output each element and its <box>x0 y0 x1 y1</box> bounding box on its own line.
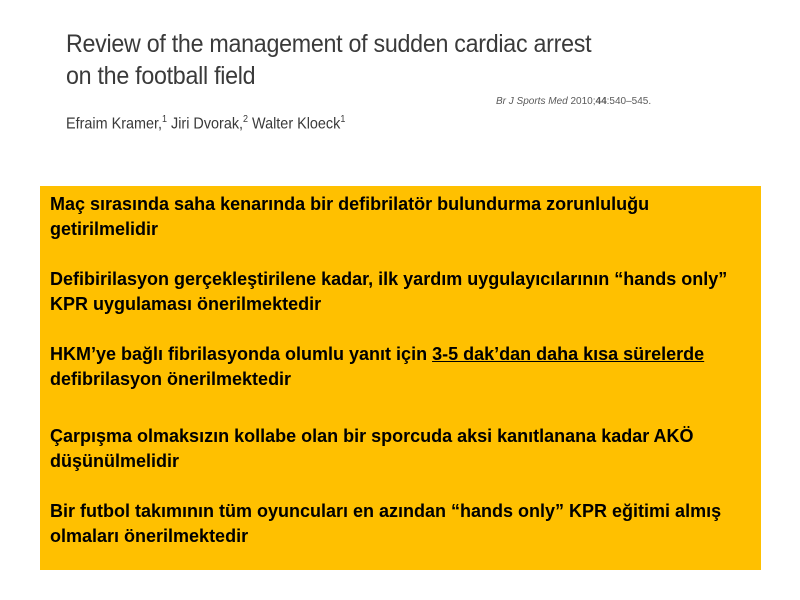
author-affiliation: 1 <box>340 114 346 125</box>
citation-pages: :540–545. <box>606 96 652 107</box>
recommendation-suspect-sca: Çarpışma olmaksızın kollabe olan bir sporcuda aksi kanıtlanana kadar AKÖ düşünülmelidir <box>50 426 694 471</box>
citation-year: 2010; <box>567 96 596 107</box>
author-name: Efraim Kramer, <box>66 115 163 133</box>
paper-title <box>66 28 591 92</box>
recommendation-emphasis: 3-5 dak’dan daha kısa sürelerde <box>432 344 705 364</box>
recommendations-box <box>40 186 761 570</box>
paper-title-line-2: on the football field <box>66 62 256 90</box>
journal-citation <box>496 96 651 107</box>
paper-title-line-1: Review of the management of sudden cardiac arrest <box>66 30 592 58</box>
paper-header-image <box>66 28 766 148</box>
author-affiliation: 2 <box>243 114 249 125</box>
recommendation-team-training: Bir futbol takımının tüm oyuncuları en azından “hands only” KPR eğitimi almış olmaları önerilmektedir <box>50 501 722 546</box>
author-affiliation: 1 <box>162 114 168 125</box>
recommendation-defibrillator-on-site: Maç sırasında saha kenarında bir defibrilatör bulundurma zorunluluğu getirilmelidir <box>50 194 650 239</box>
author-name: Walter Kloeck <box>248 115 341 133</box>
recommendation-text: HKM’ye bağlı fibrilasyonda olumlu yanıt için <box>50 344 433 364</box>
paper-authors <box>66 114 345 133</box>
recommendation-text: defibrilasyon önerilmektedir <box>50 369 292 389</box>
recommendation-hands-only-cpr: Defibirilasyon gerçekleştirilene kadar, ilk yardım uygulayıcılarının “hands only” KPR uygulaması önerilmektedir <box>50 269 728 314</box>
author-name: Jiri Dvorak, <box>167 115 244 133</box>
recommendation-defibrillation-timing <box>50 342 751 392</box>
citation-volume: 44 <box>595 96 607 107</box>
citation-journal: Br J Sports Med <box>496 96 568 107</box>
